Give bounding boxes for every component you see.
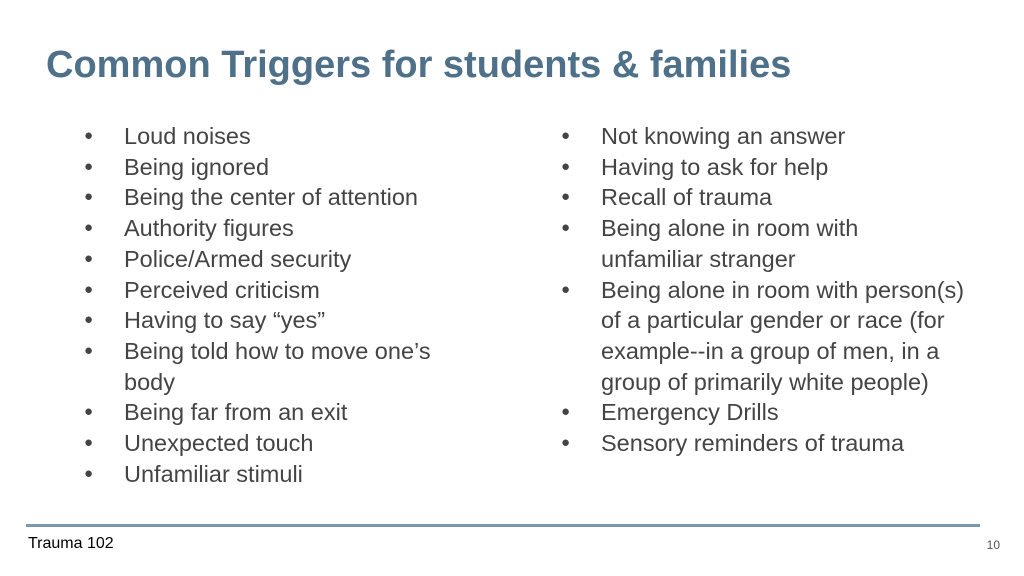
bullet-item: ● Police/Armed security bbox=[84, 244, 504, 275]
bullet-item: ● Perceived criticism bbox=[84, 275, 504, 306]
bullet-item: ● Being far from an exit bbox=[84, 397, 504, 428]
bullet-item: ● Having to say “yes” bbox=[84, 305, 504, 336]
triggers-list-left bbox=[84, 121, 504, 489]
footer-label: Trauma 102 bbox=[28, 535, 114, 552]
bullet-item: ● Sensory reminders of trauma bbox=[561, 428, 981, 459]
bullet-item: ● Being alone in room with person(s) of a particular gender or race (for example--in a group of men, in a group of primarily white people) bbox=[561, 275, 966, 398]
bullet-item: ● Loud noises bbox=[84, 121, 504, 152]
page-number: 10 bbox=[986, 538, 1000, 552]
triggers-list-right bbox=[561, 121, 981, 459]
bullet-item: ● Emergency Drills bbox=[561, 397, 981, 428]
bullet-item: ● Having to ask for help bbox=[561, 152, 981, 183]
bullet-item: ● Being the center of attention bbox=[84, 182, 504, 213]
bullet-item: ● Not knowing an answer bbox=[561, 121, 981, 152]
footer-divider bbox=[26, 524, 980, 527]
bullet-item: ● Unfamiliar stimuli bbox=[84, 459, 504, 490]
bullet-item: ● Being ignored bbox=[84, 152, 504, 183]
bullet-item: ● Unexpected touch bbox=[84, 428, 504, 459]
bullet-item: ● Authority figures bbox=[84, 213, 504, 244]
bullet-item: ● Being told how to move one’s body bbox=[84, 336, 456, 397]
bullet-item: ● Recall of trauma bbox=[561, 182, 981, 213]
bullet-item: ● Being alone in room with unfamiliar stranger bbox=[561, 213, 891, 274]
slide-title: Common Triggers for students & families bbox=[46, 44, 792, 86]
